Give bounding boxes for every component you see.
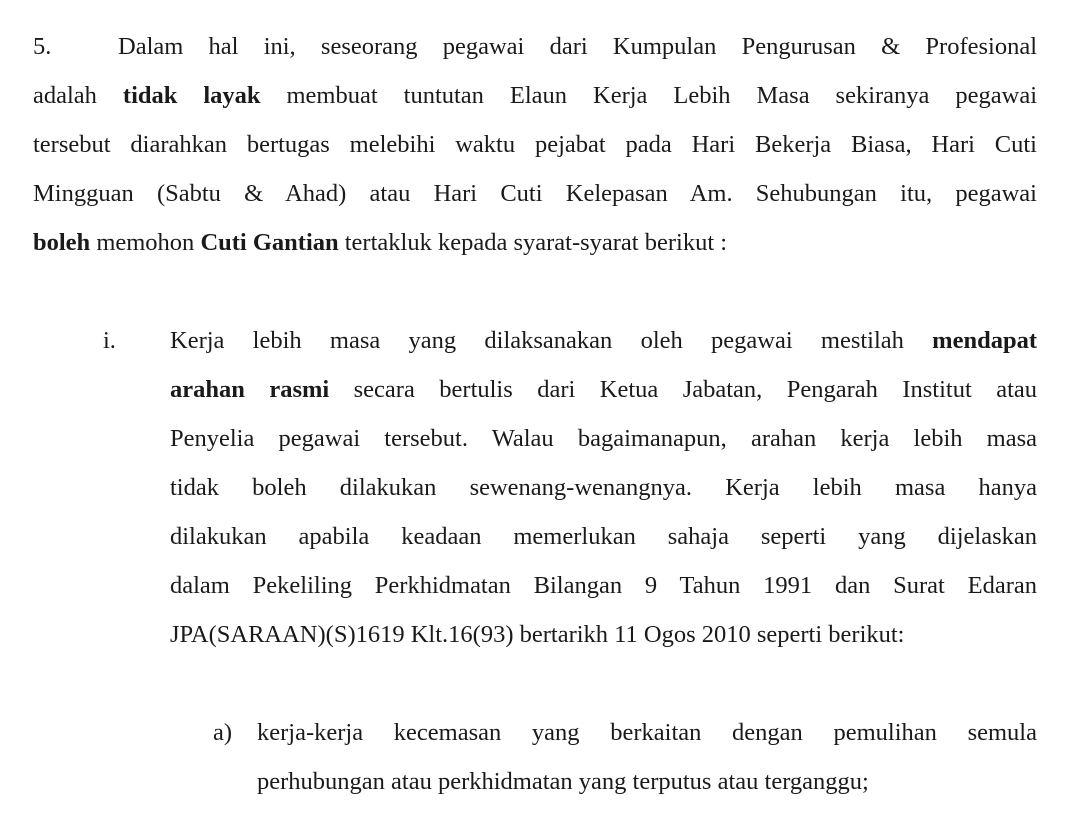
paragraph-line: [33, 71, 1037, 120]
text-run: Penyelia pegawai tersebut. Walau bagaimanapun, arahan kerja lebih masa: [170, 425, 1037, 452]
text-run: perhubungan atau perkhidmatan yang terputus atau terganggu;: [257, 768, 869, 795]
list-item-body: [170, 316, 1037, 659]
text-run: adalah: [33, 82, 123, 109]
paragraph-line: [170, 365, 1037, 414]
bold-text: tidak layak: [122, 82, 261, 109]
text-run: secara bertulis dari Ketua Jabatan, Pengarah Institut atau: [329, 376, 1037, 403]
bold-text: mendapat: [932, 327, 1037, 354]
bold-text: boleh: [33, 229, 91, 256]
paragraph-line: [257, 757, 1037, 806]
paragraph-line: [170, 316, 1037, 365]
text-run: dalam Pekeliling Perkhidmatan Bilangan 9 Tahun 1991 dan Surat Edaran: [170, 572, 1037, 599]
text-run: memohon: [90, 229, 201, 256]
paragraph-line: [170, 610, 1037, 659]
paragraph-5: [33, 22, 1037, 267]
text-run: Kerja lebih masa yang dilaksanakan oleh pegawai mestilah: [170, 327, 933, 354]
paragraph-line: [33, 22, 1037, 71]
list-item-body: [257, 708, 1037, 806]
text-run: tersebut diarahkan bertugas melebihi waktu pejabat pada Hari Bekerja Biasa, Hari Cuti: [33, 131, 1037, 158]
list-marker: a): [213, 719, 233, 746]
paragraph-line: [170, 463, 1037, 512]
text-run: dilakukan apabila keadaan memerlukan sahaja seperti yang dijelaskan: [170, 523, 1037, 550]
text-run: Mingguan (Sabtu & Ahad) atau Hari Cuti Kelepasan Am. Sehubungan itu, pegawai: [33, 180, 1037, 207]
paragraph-line: [33, 169, 1037, 218]
text-run: tertakluk kepada syarat-syarat berikut :: [338, 229, 728, 256]
paragraph-line: [33, 120, 1037, 169]
bold-text: Cuti Gantian: [200, 229, 339, 256]
bold-text: arahan rasmi: [170, 376, 330, 403]
text-run: JPA(SARAAN)(S)1619 Klt.16(93) bertarikh 11 Ogos 2010 seperti berikut:: [170, 621, 905, 648]
paragraph-line: [257, 708, 1037, 757]
paragraph-line: [170, 512, 1037, 561]
text-run: Dalam hal ini, seseorang pegawai dari Kumpulan Pengurusan & Profesional: [118, 33, 1037, 60]
paragraph-line: [170, 414, 1037, 463]
paragraph-line: [170, 561, 1037, 610]
text-run: membuat tuntutan Elaun Kerja Lebih Masa sekiranya pegawai: [260, 82, 1037, 109]
list-marker: i.: [103, 327, 116, 354]
paragraph-line: [33, 218, 1037, 267]
text-run: kerja-kerja kecemasan yang berkaitan dengan pemulihan semula: [257, 719, 1037, 746]
paragraph-number: 5.: [33, 33, 52, 60]
text-run: tidak boleh dilakukan sewenang-wenangnya. Kerja lebih masa hanya: [170, 474, 1037, 501]
